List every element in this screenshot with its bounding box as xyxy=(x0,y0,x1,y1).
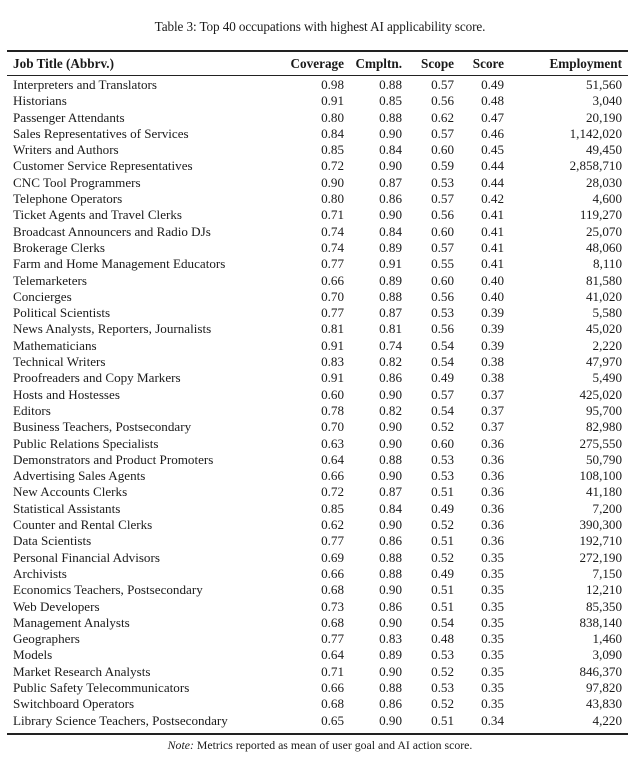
cell-job-title: Historians xyxy=(13,93,67,109)
cell-score: 0.35 xyxy=(481,549,504,565)
cell-completion: 0.81 xyxy=(379,321,402,337)
cell-score: 0.35 xyxy=(481,614,504,630)
cell-completion: 0.90 xyxy=(379,582,402,598)
cell-completion: 0.89 xyxy=(379,239,402,255)
cell-coverage: 0.66 xyxy=(321,679,344,695)
cell-job-title: CNC Tool Programmers xyxy=(13,174,141,190)
cell-scope: 0.57 xyxy=(431,77,454,92)
cell-completion: 0.88 xyxy=(379,288,402,304)
table-row xyxy=(7,321,628,337)
cell-completion: 0.90 xyxy=(379,386,402,402)
cell-coverage: 0.71 xyxy=(321,663,344,679)
cell-scope: 0.52 xyxy=(431,419,454,435)
cell-completion: 0.87 xyxy=(379,305,402,321)
cell-job-title: Customer Service Representatives xyxy=(13,158,193,174)
cell-completion: 0.86 xyxy=(379,533,402,549)
cell-scope: 0.54 xyxy=(431,337,454,353)
cell-job-title: Personal Financial Advisors xyxy=(13,549,160,565)
cell-scope: 0.57 xyxy=(431,125,454,141)
cell-score: 0.37 xyxy=(481,419,504,435)
bottom-rule xyxy=(7,733,628,735)
cell-coverage: 0.73 xyxy=(321,598,344,614)
table-row xyxy=(7,436,628,452)
cell-completion: 0.88 xyxy=(379,679,402,695)
cell-job-title: Public Safety Telecommunicators xyxy=(13,679,190,695)
cell-score: 0.35 xyxy=(481,663,504,679)
cell-score: 0.41 xyxy=(481,207,504,223)
cell-score: 0.44 xyxy=(481,174,504,190)
table-row xyxy=(7,501,628,517)
cell-employment: 425,020 xyxy=(579,386,622,402)
cell-score: 0.37 xyxy=(481,386,504,402)
cell-scope: 0.53 xyxy=(431,305,454,321)
header-coverage: Coverage xyxy=(290,55,344,71)
cell-employment: 5,580 xyxy=(592,305,622,321)
cell-completion: 0.90 xyxy=(379,435,402,451)
table-row xyxy=(7,680,628,696)
cell-scope: 0.48 xyxy=(431,631,454,647)
table-row xyxy=(7,370,628,386)
cell-job-title: Business Teachers, Postsecondary xyxy=(13,419,192,435)
cell-scope: 0.60 xyxy=(431,272,454,288)
cell-score: 0.41 xyxy=(481,256,504,272)
cell-score: 0.35 xyxy=(481,598,504,614)
cell-score: 0.36 xyxy=(481,500,504,516)
cell-coverage: 0.91 xyxy=(321,93,344,109)
cell-completion: 0.86 xyxy=(379,191,402,207)
cell-coverage: 0.80 xyxy=(321,191,344,207)
table-row xyxy=(7,240,628,256)
cell-scope: 0.53 xyxy=(431,468,454,484)
cell-completion: 0.86 xyxy=(379,696,402,712)
cell-scope: 0.62 xyxy=(431,109,454,125)
cell-score: 0.36 xyxy=(481,451,504,467)
cell-job-title: Writers and Authors xyxy=(13,142,119,158)
cell-job-title: Brokerage Clerks xyxy=(13,239,105,255)
table-row xyxy=(7,468,628,484)
cell-scope: 0.51 xyxy=(431,712,454,728)
cell-coverage: 0.85 xyxy=(321,142,344,158)
cell-employment: 846,370 xyxy=(579,663,622,679)
cell-completion: 0.88 xyxy=(379,109,402,125)
table-row xyxy=(7,533,628,549)
cell-scope: 0.53 xyxy=(431,451,454,467)
cell-scope: 0.59 xyxy=(431,158,454,174)
cell-score: 0.44 xyxy=(481,158,504,174)
cell-completion: 0.88 xyxy=(379,451,402,467)
table-row xyxy=(7,93,628,109)
cell-scope: 0.52 xyxy=(431,696,454,712)
cell-score: 0.42 xyxy=(481,191,504,207)
cell-coverage: 0.84 xyxy=(321,125,344,141)
cell-job-title: Public Relations Specialists xyxy=(13,435,159,451)
cell-completion: 0.90 xyxy=(379,419,402,435)
cell-employment: 49,450 xyxy=(585,142,622,158)
cell-scope: 0.53 xyxy=(431,174,454,190)
cell-score: 0.36 xyxy=(481,484,504,500)
table-row xyxy=(7,207,628,223)
cell-employment: 50,790 xyxy=(585,451,622,467)
cell-job-title: Demonstrators and Product Promoters xyxy=(13,451,214,467)
cell-completion: 0.90 xyxy=(379,614,402,630)
cell-completion: 0.90 xyxy=(379,468,402,484)
cell-coverage: 0.66 xyxy=(321,272,344,288)
table-row xyxy=(7,256,628,272)
cell-scope: 0.52 xyxy=(431,517,454,533)
cell-employment: 25,070 xyxy=(585,223,622,239)
cell-score: 0.45 xyxy=(481,142,504,158)
cell-completion: 0.83 xyxy=(379,631,402,647)
note-text: Metrics reported as mean of user goal and AI action score. xyxy=(193,738,473,752)
cell-coverage: 0.80 xyxy=(321,109,344,125)
cell-coverage: 0.74 xyxy=(321,223,344,239)
cell-completion: 0.91 xyxy=(379,256,402,272)
cell-scope: 0.57 xyxy=(431,386,454,402)
cell-employment: 97,820 xyxy=(585,679,622,695)
cell-employment: 51,560 xyxy=(585,77,622,92)
table-row xyxy=(7,75,628,93)
cell-scope: 0.60 xyxy=(431,142,454,158)
cell-coverage: 0.64 xyxy=(321,647,344,663)
cell-scope: 0.52 xyxy=(431,549,454,565)
cell-coverage: 0.91 xyxy=(321,337,344,353)
cell-job-title: Switchboard Operators xyxy=(13,696,135,712)
cell-employment: 2,858,710 xyxy=(569,158,622,174)
table-row xyxy=(7,110,628,126)
cell-coverage: 0.68 xyxy=(321,582,344,598)
table-row xyxy=(7,631,628,647)
cell-score: 0.36 xyxy=(481,517,504,533)
cell-score: 0.36 xyxy=(481,533,504,549)
cell-job-title: Archivists xyxy=(13,565,67,581)
header-employment: Employment xyxy=(549,55,622,71)
cell-completion: 0.90 xyxy=(379,517,402,533)
table-row xyxy=(7,191,628,207)
table-row xyxy=(7,142,628,158)
header-completion: Cmpltn. xyxy=(355,55,402,71)
cell-job-title: Geographers xyxy=(13,631,80,647)
header-score: Score xyxy=(472,55,504,71)
table-body xyxy=(7,75,628,729)
cell-scope: 0.60 xyxy=(431,223,454,239)
cell-score: 0.40 xyxy=(481,288,504,304)
cell-job-title: Hosts and Hostesses xyxy=(13,386,120,402)
cell-employment: 41,020 xyxy=(585,288,622,304)
cell-score: 0.39 xyxy=(481,321,504,337)
cell-scope: 0.54 xyxy=(431,614,454,630)
cell-completion: 0.87 xyxy=(379,174,402,190)
cell-employment: 3,040 xyxy=(592,93,622,109)
cell-employment: 4,220 xyxy=(592,712,622,728)
cell-coverage: 0.63 xyxy=(321,435,344,451)
table-row xyxy=(7,289,628,305)
cell-score: 0.46 xyxy=(481,125,504,141)
cell-job-title: News Analysts, Reporters, Journalists xyxy=(13,321,212,337)
cell-coverage: 0.64 xyxy=(321,451,344,467)
cell-score: 0.41 xyxy=(481,223,504,239)
cell-score: 0.38 xyxy=(481,370,504,386)
cell-coverage: 0.60 xyxy=(321,386,344,402)
cell-job-title: Management Analysts xyxy=(13,614,130,630)
cell-completion: 0.88 xyxy=(379,77,402,92)
cell-employment: 41,180 xyxy=(585,484,622,500)
cell-job-title: Market Research Analysts xyxy=(13,663,151,679)
cell-job-title: Statistical Assistants xyxy=(13,500,121,516)
cell-employment: 12,210 xyxy=(585,582,622,598)
cell-scope: 0.56 xyxy=(431,288,454,304)
cell-employment: 7,200 xyxy=(592,500,622,516)
cell-coverage: 0.91 xyxy=(321,370,344,386)
cell-employment: 1,142,020 xyxy=(569,125,622,141)
cell-employment: 7,150 xyxy=(592,565,622,581)
cell-job-title: Telemarketers xyxy=(13,272,87,288)
cell-employment: 3,090 xyxy=(592,647,622,663)
table-row xyxy=(7,354,628,370)
cell-score: 0.36 xyxy=(481,468,504,484)
cell-employment: 5,490 xyxy=(592,370,622,386)
table-row xyxy=(7,273,628,289)
cell-employment: 1,460 xyxy=(592,631,622,647)
cell-job-title: Sales Representatives of Services xyxy=(13,125,189,141)
table-caption: Table 3: Top 40 occupations with highest AI applicability score. xyxy=(154,19,486,34)
cell-completion: 0.84 xyxy=(379,500,402,516)
cell-score: 0.35 xyxy=(481,647,504,663)
cell-completion: 0.88 xyxy=(379,549,402,565)
table-row xyxy=(7,158,628,174)
header-job-title: Job Title (Abbrv.) xyxy=(13,55,114,71)
cell-job-title: Editors xyxy=(13,402,51,418)
cell-scope: 0.51 xyxy=(431,484,454,500)
cell-completion: 0.86 xyxy=(379,370,402,386)
table-row xyxy=(7,126,628,142)
cell-employment: 45,020 xyxy=(585,321,622,337)
cell-job-title: Models xyxy=(13,647,53,663)
cell-coverage: 0.71 xyxy=(321,207,344,223)
cell-job-title: Interpreters and Translators xyxy=(13,77,157,92)
cell-scope: 0.51 xyxy=(431,582,454,598)
cell-employment: 95,700 xyxy=(585,402,622,418)
cell-coverage: 0.65 xyxy=(321,712,344,728)
table-row xyxy=(7,484,628,500)
cell-job-title: Political Scientists xyxy=(13,305,111,321)
table-row xyxy=(7,615,628,631)
cell-coverage: 0.83 xyxy=(321,354,344,370)
table-row xyxy=(7,550,628,566)
cell-employment: 2,220 xyxy=(592,337,622,353)
cell-employment: 275,550 xyxy=(579,435,622,451)
cell-score: 0.36 xyxy=(481,435,504,451)
table-row xyxy=(7,387,628,403)
cell-score: 0.40 xyxy=(481,272,504,288)
cell-coverage: 0.70 xyxy=(321,419,344,435)
cell-employment: 390,300 xyxy=(579,517,622,533)
cell-scope: 0.54 xyxy=(431,354,454,370)
cell-scope: 0.53 xyxy=(431,679,454,695)
cell-coverage: 0.85 xyxy=(321,500,344,516)
cell-score: 0.35 xyxy=(481,565,504,581)
cell-job-title: Data Scientists xyxy=(13,533,92,549)
table-row xyxy=(7,664,628,680)
cell-score: 0.34 xyxy=(481,712,504,728)
cell-completion: 0.82 xyxy=(379,402,402,418)
cell-completion: 0.87 xyxy=(379,484,402,500)
cell-completion: 0.90 xyxy=(379,125,402,141)
table-row xyxy=(7,566,628,582)
cell-scope: 0.52 xyxy=(431,663,454,679)
cell-score: 0.39 xyxy=(481,337,504,353)
cell-completion: 0.88 xyxy=(379,565,402,581)
header-row xyxy=(7,52,628,75)
cell-coverage: 0.77 xyxy=(321,533,344,549)
table-row xyxy=(7,224,628,240)
cell-coverage: 0.98 xyxy=(321,77,344,92)
cell-coverage: 0.68 xyxy=(321,614,344,630)
cell-scope: 0.49 xyxy=(431,500,454,516)
table-row xyxy=(7,419,628,435)
table-note xyxy=(0,738,640,753)
cell-scope: 0.60 xyxy=(431,435,454,451)
cell-completion: 0.89 xyxy=(379,272,402,288)
cell-coverage: 0.78 xyxy=(321,402,344,418)
cell-job-title: Telephone Operators xyxy=(13,191,123,207)
cell-score: 0.48 xyxy=(481,93,504,109)
cell-job-title: Farm and Home Management Educators xyxy=(13,256,226,272)
cell-scope: 0.56 xyxy=(431,207,454,223)
cell-completion: 0.74 xyxy=(379,337,402,353)
cell-score: 0.35 xyxy=(481,631,504,647)
cell-employment: 192,710 xyxy=(579,533,622,549)
cell-employment: 20,190 xyxy=(585,109,622,125)
cell-employment: 8,110 xyxy=(593,256,622,272)
cell-employment: 47,970 xyxy=(585,354,622,370)
cell-job-title: Ticket Agents and Travel Clerks xyxy=(13,207,183,223)
cell-score: 0.37 xyxy=(481,402,504,418)
cell-coverage: 0.72 xyxy=(321,484,344,500)
cell-coverage: 0.66 xyxy=(321,468,344,484)
table-row xyxy=(7,517,628,533)
cell-score: 0.35 xyxy=(481,696,504,712)
cell-scope: 0.54 xyxy=(431,402,454,418)
cell-coverage: 0.77 xyxy=(321,305,344,321)
cell-score: 0.39 xyxy=(481,305,504,321)
cell-completion: 0.86 xyxy=(379,598,402,614)
cell-job-title: Mathematicians xyxy=(13,337,97,353)
cell-completion: 0.89 xyxy=(379,647,402,663)
cell-scope: 0.53 xyxy=(431,647,454,663)
cell-employment: 43,830 xyxy=(585,696,622,712)
cell-employment: 48,060 xyxy=(585,239,622,255)
cell-score: 0.35 xyxy=(481,582,504,598)
cell-employment: 81,580 xyxy=(585,272,622,288)
table-row xyxy=(7,696,628,712)
cell-employment: 82,980 xyxy=(585,419,622,435)
cell-completion: 0.90 xyxy=(379,207,402,223)
cell-completion: 0.85 xyxy=(379,93,402,109)
cell-completion: 0.82 xyxy=(379,354,402,370)
cell-score: 0.41 xyxy=(481,239,504,255)
cell-job-title: Proofreaders and Copy Markers xyxy=(13,370,181,386)
cell-employment: 108,100 xyxy=(579,468,622,484)
table-row xyxy=(7,338,628,354)
cell-job-title: Library Science Teachers, Postsecondary xyxy=(13,712,228,728)
cell-scope: 0.51 xyxy=(431,533,454,549)
cell-employment: 119,270 xyxy=(579,207,622,223)
cell-employment: 838,140 xyxy=(579,614,622,630)
cell-coverage: 0.90 xyxy=(321,174,344,190)
cell-job-title: Passenger Attendants xyxy=(13,109,125,125)
cell-scope: 0.55 xyxy=(431,256,454,272)
cell-coverage: 0.69 xyxy=(321,549,344,565)
cell-scope: 0.49 xyxy=(431,370,454,386)
cell-completion: 0.84 xyxy=(379,142,402,158)
cell-coverage: 0.68 xyxy=(321,696,344,712)
table-row xyxy=(7,452,628,468)
cell-employment: 4,600 xyxy=(592,191,622,207)
cell-completion: 0.90 xyxy=(379,158,402,174)
cell-job-title: Advertising Sales Agents xyxy=(13,468,146,484)
header-scope: Scope xyxy=(421,55,454,71)
table-row xyxy=(7,305,628,321)
cell-employment: 85,350 xyxy=(585,598,622,614)
cell-job-title: Broadcast Announcers and Radio DJs xyxy=(13,223,211,239)
cell-coverage: 0.74 xyxy=(321,239,344,255)
cell-job-title: Economics Teachers, Postsecondary xyxy=(13,582,203,598)
cell-job-title: Technical Writers xyxy=(13,354,106,370)
cell-job-title: Concierges xyxy=(13,288,72,304)
cell-scope: 0.57 xyxy=(431,239,454,255)
cell-coverage: 0.66 xyxy=(321,565,344,581)
cell-coverage: 0.77 xyxy=(321,256,344,272)
table-row xyxy=(7,582,628,598)
cell-job-title: New Accounts Clerks xyxy=(13,484,128,500)
cell-scope: 0.56 xyxy=(431,93,454,109)
table-row xyxy=(7,175,628,191)
table-row xyxy=(7,713,628,729)
cell-employment: 28,030 xyxy=(585,174,622,190)
occupations-table xyxy=(7,52,628,729)
cell-scope: 0.51 xyxy=(431,598,454,614)
cell-scope: 0.56 xyxy=(431,321,454,337)
cell-coverage: 0.70 xyxy=(321,288,344,304)
cell-completion: 0.84 xyxy=(379,223,402,239)
cell-completion: 0.90 xyxy=(379,712,402,728)
cell-job-title: Web Developers xyxy=(13,598,100,614)
cell-coverage: 0.77 xyxy=(321,631,344,647)
cell-coverage: 0.62 xyxy=(321,517,344,533)
cell-scope: 0.49 xyxy=(431,565,454,581)
cell-job-title: Counter and Rental Clerks xyxy=(13,517,153,533)
cell-score: 0.38 xyxy=(481,354,504,370)
cell-score: 0.35 xyxy=(481,679,504,695)
cell-completion: 0.90 xyxy=(379,663,402,679)
cell-scope: 0.57 xyxy=(431,191,454,207)
note-label: Note: xyxy=(167,738,194,752)
cell-score: 0.47 xyxy=(481,109,504,125)
table-row xyxy=(7,403,628,419)
cell-coverage: 0.81 xyxy=(321,321,344,337)
cell-coverage: 0.72 xyxy=(321,158,344,174)
cell-employment: 272,190 xyxy=(579,549,622,565)
cell-score: 0.49 xyxy=(481,77,504,92)
table-row xyxy=(7,647,628,663)
table-row xyxy=(7,599,628,615)
